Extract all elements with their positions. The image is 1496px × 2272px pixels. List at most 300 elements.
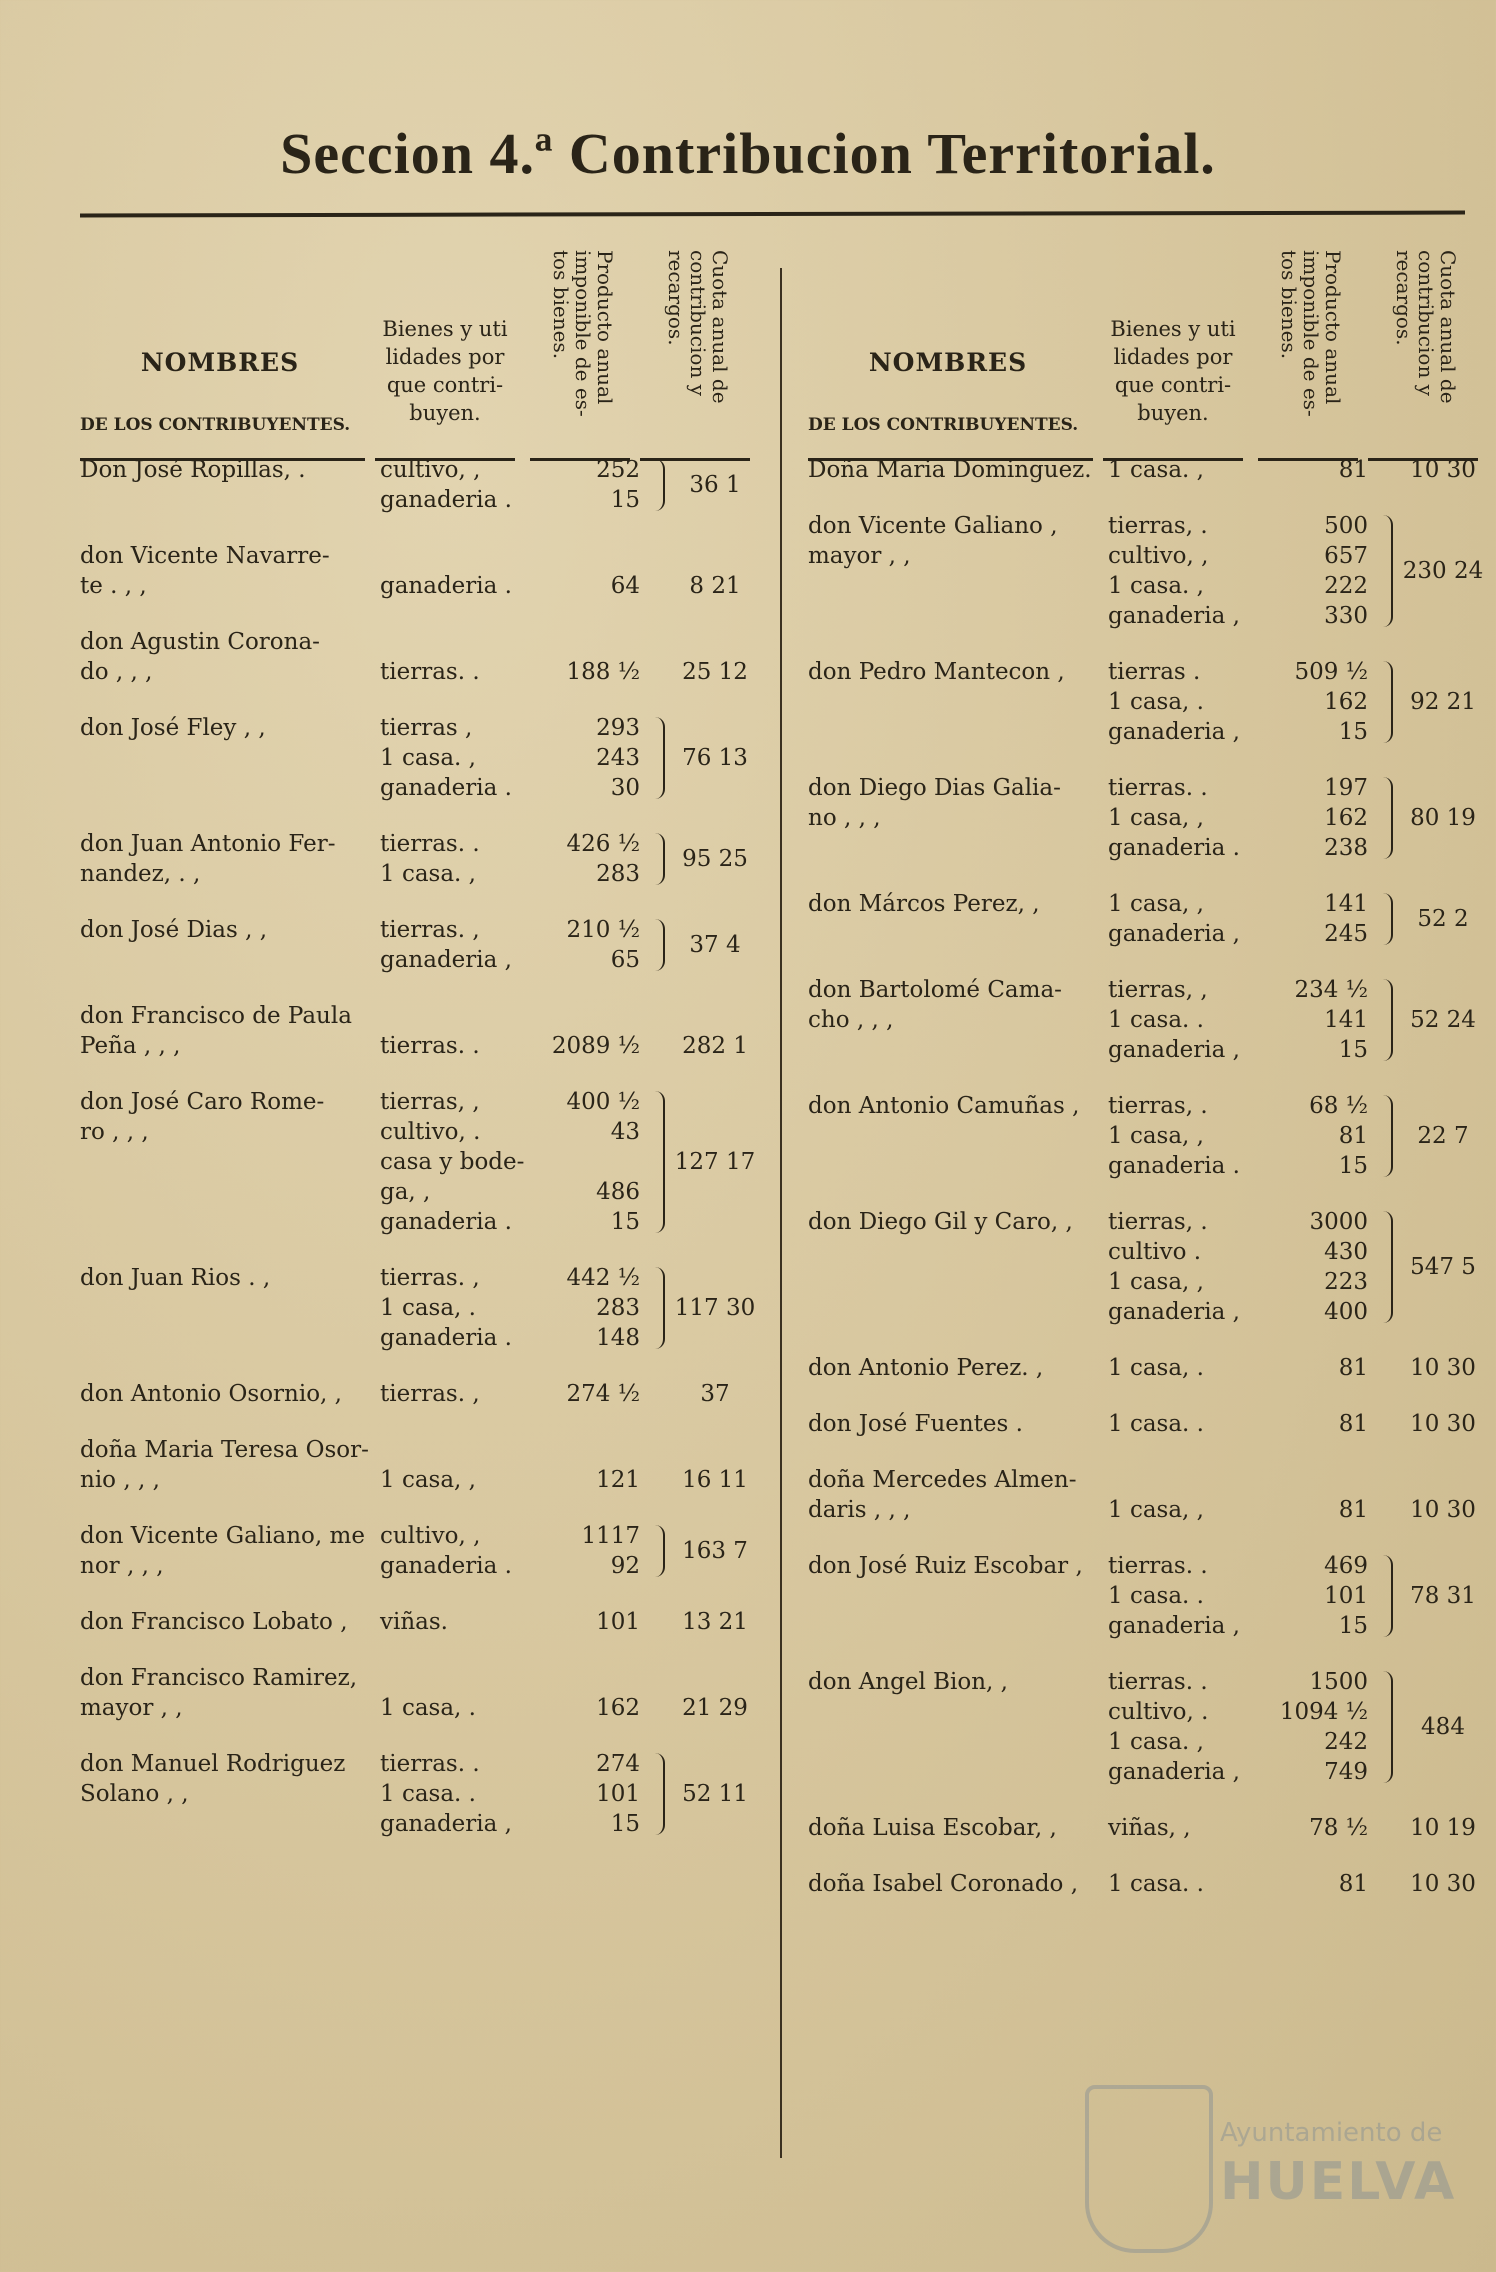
producto-value: 101	[596, 1609, 640, 1635]
bienes-list	[380, 455, 670, 515]
bien-row	[1108, 1237, 1398, 1267]
contribuyente-entry	[80, 627, 760, 687]
contribuyente-name: don Diego Gil y Caro, ,	[808, 1209, 1073, 1235]
bien-row	[1108, 1207, 1398, 1237]
bien-label: cultivo .	[1108, 1239, 1202, 1265]
bien-row	[380, 1379, 670, 1409]
bien-label: ganaderia .	[1108, 1153, 1240, 1179]
contribuyente-entry	[808, 1869, 1488, 1899]
bien-label: 1 casa. .	[1108, 1007, 1204, 1033]
bien-label: tierras. .	[380, 1751, 480, 1777]
contribuyente-name: don José Dias , ,	[80, 917, 268, 943]
bienes-list	[380, 1521, 670, 1581]
bienes-list	[380, 1263, 670, 1353]
contribuyente-name: don Francisco de Paula Peña , , ,	[80, 1003, 352, 1059]
bien-label: ga, ,	[380, 1179, 431, 1205]
contribuyente-name: don José Ruiz Escobar ,	[808, 1553, 1083, 1579]
contribuyente-name: don Bartolomé Cama- cho , , ,	[808, 977, 1062, 1033]
contribuyente-entry	[808, 1409, 1488, 1439]
producto-value: 81	[1338, 1497, 1368, 1523]
bien-label: 1 casa. ,	[1108, 457, 1204, 483]
producto-value: 78 ½	[1309, 1815, 1368, 1841]
contribuyente-entry	[80, 1435, 760, 1495]
left-entries	[80, 455, 760, 1839]
header-producto: Producto anual imponible de es- tos bienes.	[549, 250, 617, 417]
bienes-list	[1108, 1869, 1398, 1899]
contribuyente-name: don José Fuentes .	[808, 1411, 1023, 1437]
bien-row	[380, 1779, 670, 1809]
contribuyente-entry	[80, 713, 760, 803]
contribuyente-entry	[80, 455, 760, 515]
contribuyente-entry	[808, 1207, 1488, 1327]
bien-label: ganaderia .	[380, 487, 512, 513]
bien-label: 1 casa. .	[1108, 1411, 1204, 1437]
cuota-value: 21 29	[682, 1695, 748, 1721]
contribuyente-name: don Francisco Ramirez, mayor , ,	[80, 1665, 358, 1721]
contribuyente-name: don Angel Bion, ,	[808, 1669, 1008, 1695]
bien-label: tierras. .	[1108, 1553, 1208, 1579]
bien-label: tierras, .	[1108, 1209, 1208, 1235]
bien-label: cultivo, ,	[380, 457, 481, 483]
cuota-value: 37	[700, 1381, 730, 1407]
bienes-list	[1108, 657, 1398, 747]
producto-value: 81	[1338, 1355, 1368, 1381]
bienes-list	[380, 571, 670, 601]
bien-row	[380, 1749, 670, 1779]
bien-label: tierras, .	[1108, 1093, 1208, 1119]
bien-row	[1108, 1495, 1398, 1525]
contribuyente-entry	[808, 1353, 1488, 1383]
producto-value: 101	[1324, 1583, 1368, 1609]
bien-row	[1108, 889, 1398, 919]
producto-value: 162	[1324, 805, 1368, 831]
producto-value: 15	[610, 487, 640, 513]
bien-row	[1108, 687, 1398, 717]
bien-row	[380, 1323, 670, 1353]
producto-value: 81	[1338, 1411, 1368, 1437]
bien-label: 1 casa. ,	[1108, 573, 1204, 599]
producto-value: 330	[1324, 603, 1368, 629]
bien-row	[1108, 919, 1398, 949]
bienes-list	[380, 1607, 670, 1637]
producto-value: 162	[596, 1695, 640, 1721]
contribuyente-name: don Agustin Corona- do , , ,	[80, 629, 320, 685]
header-cuota: Cuota anual de contribucion y recargos.	[1392, 250, 1460, 404]
watermark-line-2: HUELVA	[1220, 2152, 1457, 2212]
cuota-value: 10 30	[1410, 1497, 1476, 1523]
page-title: Seccion 4.ª Contribucion Territorial.	[280, 121, 1216, 186]
bien-row	[380, 485, 670, 515]
contribuyente-name: don Manuel Rodriguez Solano , ,	[80, 1751, 346, 1807]
cuota-value: 22 7	[1417, 1123, 1469, 1149]
contribuyente-name: don Juan Rios . ,	[80, 1265, 271, 1291]
bien-row	[380, 1031, 670, 1061]
bien-label: 1 casa, ,	[380, 1467, 476, 1493]
bien-row	[380, 1147, 670, 1177]
bien-label: tierras .	[1108, 659, 1201, 685]
bienes-list	[1108, 1667, 1398, 1787]
contribuyente-entry	[80, 1607, 760, 1637]
bien-row	[380, 743, 670, 773]
producto-value: 252	[596, 457, 640, 483]
contribuyente-entry	[80, 915, 760, 975]
bien-row	[380, 1607, 670, 1637]
producto-value: 15	[610, 1209, 640, 1235]
bien-label: tierras. .	[1108, 775, 1208, 801]
bienes-list	[1108, 455, 1398, 485]
contribuyente-entry	[808, 1551, 1488, 1641]
bien-label: tierras, ,	[1108, 977, 1208, 1003]
contribuyente-entry	[808, 511, 1488, 631]
bien-row	[1108, 1091, 1398, 1121]
producto-value: 210 ½	[566, 917, 640, 943]
contribuyente-name: don Diego Dias Galia- no , , ,	[808, 775, 1061, 831]
producto-value: 274	[596, 1751, 640, 1777]
bien-label: ganaderia ,	[380, 1811, 512, 1837]
bien-label: cultivo, ,	[1108, 543, 1209, 569]
bienes-list	[1108, 1409, 1398, 1439]
producto-value: 400	[1324, 1299, 1368, 1325]
bien-row	[1108, 511, 1398, 541]
producto-value: 283	[596, 861, 640, 887]
bien-row	[1108, 975, 1398, 1005]
producto-value: 222	[1324, 573, 1368, 599]
bien-row	[1108, 657, 1398, 687]
contribuyente-name: don José Caro Rome- ro , , ,	[80, 1089, 325, 1145]
bien-label: cultivo, .	[380, 1119, 481, 1145]
contribuyente-entry	[80, 1379, 760, 1409]
bien-row	[1108, 1353, 1398, 1383]
producto-value: 749	[1324, 1759, 1368, 1785]
bien-row	[380, 1177, 670, 1207]
contribuyente-name: don Márcos Perez, ,	[808, 891, 1040, 917]
bien-row	[380, 1087, 670, 1117]
title-rule	[80, 211, 1465, 218]
cuota-value: 95 25	[682, 846, 748, 872]
contribuyente-entry	[808, 455, 1488, 485]
header-producto: Producto anual imponible de es- tos bienes.	[1277, 250, 1345, 417]
header-bienes: Bienes y uti lidades por que contri- buyen.	[1110, 317, 1236, 425]
contribuyente-entry	[80, 1001, 760, 1061]
producto-value: 469	[1324, 1553, 1368, 1579]
bien-row	[380, 1551, 670, 1581]
bien-label: tierras. .	[1108, 1669, 1208, 1695]
bienes-list	[380, 829, 670, 889]
bien-label: 1 casa. .	[1108, 1871, 1204, 1897]
producto-value: 1117	[581, 1523, 640, 1549]
cuota-value: 80 19	[1410, 805, 1476, 831]
bien-row	[1108, 1611, 1398, 1641]
contribuyente-name: Don José Ropillas, .	[80, 457, 306, 483]
bien-row	[1108, 1151, 1398, 1181]
contribuyente-name: doña Maria Teresa Osor- nio , , ,	[80, 1437, 369, 1493]
bien-label: ganaderia ,	[380, 947, 512, 973]
bienes-list	[1108, 1551, 1398, 1641]
contribuyente-entry	[808, 773, 1488, 863]
producto-value: 442 ½	[566, 1265, 640, 1291]
bien-label: ganaderia ,	[1108, 1759, 1240, 1785]
bien-row	[1108, 1667, 1398, 1697]
bien-label: viñas.	[380, 1609, 448, 1635]
producto-value: 101	[596, 1781, 640, 1807]
producto-value: 81	[1338, 1871, 1368, 1897]
bien-label: ganaderia ,	[1108, 1613, 1240, 1639]
cuota-value: 78 31	[1410, 1583, 1476, 1609]
bienes-list	[1108, 975, 1398, 1065]
bien-label: ganaderia .	[1108, 835, 1240, 861]
producto-value: 162	[1324, 689, 1368, 715]
cuota-value: 117 30	[674, 1295, 756, 1321]
bien-label: tierras, .	[1108, 513, 1208, 539]
bien-label: 1 casa, .	[380, 1695, 476, 1721]
producto-value: 141	[1324, 1007, 1368, 1033]
cuota-value: 10 30	[1410, 457, 1476, 483]
producto-value: 283	[596, 1295, 640, 1321]
bien-label: tierras. .	[380, 659, 480, 685]
bien-label: ganaderia .	[380, 1325, 512, 1351]
bien-row	[1108, 1005, 1398, 1035]
contribuyente-entry	[808, 975, 1488, 1065]
contribuyente-entry	[808, 1465, 1488, 1525]
header-contribuyentes: DE LOS CONTRIBUYENTES.	[80, 415, 351, 435]
bienes-list	[380, 1749, 670, 1839]
producto-value: 238	[1324, 835, 1368, 861]
bien-row	[1108, 1035, 1398, 1065]
producto-value: 243	[596, 745, 640, 771]
contribuyente-entry	[80, 829, 760, 889]
bien-row	[1108, 1551, 1398, 1581]
bien-row	[380, 1465, 670, 1495]
header-cuota: Cuota anual de contribucion y recargos.	[664, 250, 732, 404]
bien-label: 1 casa, ,	[1108, 1269, 1204, 1295]
cuota-value: 92 21	[1410, 689, 1476, 715]
producto-value: 500	[1324, 513, 1368, 539]
bienes-list	[380, 713, 670, 803]
watermark-line-1: Ayuntamiento de	[1220, 2118, 1443, 2148]
producto-value: 657	[1324, 543, 1368, 569]
bien-row	[1108, 455, 1398, 485]
producto-value: 430	[1324, 1239, 1368, 1265]
bien-row	[1108, 773, 1398, 803]
bien-row	[1108, 601, 1398, 631]
bien-label: cultivo, .	[1108, 1699, 1209, 1725]
producto-value: 15	[1338, 1153, 1368, 1179]
bien-label: tierras. ,	[380, 1381, 480, 1407]
producto-value: 64	[610, 573, 640, 599]
bien-label: tierras. ,	[380, 917, 480, 943]
bien-row	[380, 829, 670, 859]
producto-value: 293	[596, 715, 640, 741]
cuota-value: 25 12	[682, 659, 748, 685]
contribuyente-name: don Vicente Galiano , mayor , ,	[808, 513, 1058, 569]
contribuyente-entry	[808, 889, 1488, 949]
producto-value: 65	[610, 947, 640, 973]
bien-row	[1108, 1727, 1398, 1757]
cuota-value: 36 1	[689, 472, 741, 498]
contribuyente-entry	[808, 1813, 1488, 1843]
bien-row	[1108, 833, 1398, 863]
producto-value: 1500	[1309, 1669, 1368, 1695]
cuota-value: 10 19	[1410, 1815, 1476, 1841]
cuota-value: 10 30	[1410, 1871, 1476, 1897]
producto-value: 15	[1338, 1613, 1368, 1639]
contribuyente-name: Doña Maria Dominguez.	[808, 457, 1092, 483]
cuota-value: 282 1	[682, 1033, 748, 1059]
cuota-value: 52 24	[1410, 1007, 1476, 1033]
bienes-list	[380, 1031, 670, 1061]
bien-row	[380, 713, 670, 743]
bienes-list	[1108, 1813, 1398, 1843]
bien-row	[1108, 1581, 1398, 1611]
bien-label: 1 casa, .	[1108, 689, 1204, 715]
bien-row	[1108, 1697, 1398, 1727]
bien-label: ganaderia ,	[1108, 1037, 1240, 1063]
contribuyente-name: doña Isabel Coronado ,	[808, 1871, 1079, 1897]
bien-row	[1108, 803, 1398, 833]
producto-value: 121	[596, 1467, 640, 1493]
contribuyente-entry	[80, 1087, 760, 1237]
producto-value: 223	[1324, 1269, 1368, 1295]
bien-label: tierras. .	[380, 1033, 480, 1059]
cuota-value: 10 30	[1410, 1411, 1476, 1437]
bien-label: tierras. ,	[380, 1265, 480, 1291]
bien-row	[380, 1207, 670, 1237]
producto-value: 81	[1338, 457, 1368, 483]
bienes-list	[1108, 1495, 1398, 1525]
producto-value: 400 ½	[566, 1089, 640, 1115]
bien-label: 1 casa, ,	[1108, 1497, 1204, 1523]
bien-label: tierras, ,	[380, 1089, 480, 1115]
producto-value: 3000	[1309, 1209, 1368, 1235]
bien-row	[380, 945, 670, 975]
bien-label: ganaderia ,	[1108, 1299, 1240, 1325]
cuota-value: 127 17	[674, 1149, 756, 1175]
bien-row	[1108, 1757, 1398, 1787]
bienes-list	[1108, 773, 1398, 863]
contribuyente-entry	[80, 1749, 760, 1839]
contribuyente-name: don Antonio Osornio, ,	[80, 1381, 342, 1407]
bienes-list	[380, 1465, 670, 1495]
cuota-value: 484	[1421, 1714, 1465, 1740]
producto-value: 141	[1324, 891, 1368, 917]
producto-value: 274 ½	[566, 1381, 640, 1407]
bien-label: 1 casa. ,	[1108, 1729, 1204, 1755]
contribuyente-name: don Vicente Galiano, me nor , , ,	[80, 1523, 365, 1579]
bien-label: ganaderia ,	[1108, 921, 1240, 947]
producto-value: 15	[1338, 719, 1368, 745]
bien-row	[380, 1809, 670, 1839]
bien-label: 1 casa, ,	[1108, 805, 1204, 831]
bien-label: ganaderia ,	[1108, 603, 1240, 629]
bien-label: 1 casa, ,	[1108, 1123, 1204, 1149]
contribuyente-name: doña Mercedes Almen- daris , , ,	[808, 1467, 1077, 1523]
header-bienes: Bienes y uti lidades por que contri- buyen.	[382, 317, 508, 425]
bien-label: 1 casa, .	[1108, 1355, 1204, 1381]
producto-value: 43	[610, 1119, 640, 1145]
bien-label: tierras ,	[380, 715, 473, 741]
contribuyente-name: don Pedro Mantecon ,	[808, 659, 1065, 685]
bienes-list	[380, 657, 670, 687]
bien-row	[380, 1117, 670, 1147]
bien-row	[380, 1693, 670, 1723]
right-header	[808, 240, 1488, 455]
contribuyente-entry	[80, 1663, 760, 1723]
bien-row	[380, 915, 670, 945]
producto-value: 234 ½	[1294, 977, 1368, 1003]
contribuyente-entry	[808, 657, 1488, 747]
right-column	[808, 240, 1488, 1925]
left-header	[80, 240, 760, 455]
bienes-list	[380, 1087, 670, 1237]
coat-of-arms-icon	[1085, 2085, 1213, 2253]
bienes-list	[380, 1693, 670, 1723]
bien-label: 1 casa. ,	[380, 745, 476, 771]
bien-row	[380, 859, 670, 889]
bien-row	[380, 455, 670, 485]
producto-value: 92	[610, 1553, 640, 1579]
contribuyente-name: don Juan Antonio Fer- nandez, . ,	[80, 831, 336, 887]
bienes-list	[1108, 889, 1398, 949]
bien-row	[1108, 541, 1398, 571]
bien-label: ganaderia .	[380, 573, 512, 599]
producto-value: 426 ½	[566, 831, 640, 857]
producto-value: 188 ½	[566, 659, 640, 685]
producto-value: 2089 ½	[551, 1033, 640, 1059]
bien-row	[1108, 1297, 1398, 1327]
contribuyente-entry	[80, 1521, 760, 1581]
producto-value: 15	[610, 1811, 640, 1837]
bien-label: ganaderia .	[380, 1553, 512, 1579]
cuota-value: 8 21	[689, 573, 741, 599]
producto-value: 30	[610, 775, 640, 801]
contribuyente-entry	[80, 1263, 760, 1353]
producto-value: 509 ½	[1294, 659, 1368, 685]
bien-row	[380, 1293, 670, 1323]
header-contribuyentes: DE LOS CONTRIBUYENTES.	[808, 415, 1079, 435]
producto-value: 68 ½	[1309, 1093, 1368, 1119]
header-nombres: NOMBRES	[140, 348, 300, 377]
contribuyente-name: don José Fley , ,	[80, 715, 266, 741]
cuota-value: 10 30	[1410, 1355, 1476, 1381]
bien-label: ganaderia .	[380, 1209, 512, 1235]
bien-row	[380, 773, 670, 803]
contribuyente-entry	[808, 1667, 1488, 1787]
archive-watermark	[1085, 2080, 1457, 2250]
bien-row	[380, 657, 670, 687]
bien-row	[1108, 1409, 1398, 1439]
bien-label: 1 casa. .	[380, 1781, 476, 1807]
bien-row	[1108, 1869, 1398, 1899]
contribuyente-name: don Vicente Navarre- te . , ,	[80, 543, 330, 599]
column-divider	[780, 268, 782, 2158]
bienes-list	[1108, 511, 1398, 631]
bien-label: casa y bode-	[380, 1149, 525, 1175]
bien-row	[1108, 1267, 1398, 1297]
bien-row	[1108, 1813, 1398, 1843]
contribuyente-entry	[808, 1091, 1488, 1181]
header-nombres: NOMBRES	[868, 348, 1028, 377]
cuota-value: 52 2	[1417, 906, 1469, 932]
cuota-value: 547 5	[1410, 1254, 1476, 1280]
producto-value: 242	[1324, 1729, 1368, 1755]
cuota-value: 230 24	[1402, 558, 1484, 584]
producto-value: 197	[1324, 775, 1368, 801]
cuota-value: 37 4	[689, 932, 741, 958]
bien-label: cultivo, ,	[380, 1523, 481, 1549]
bien-row	[380, 571, 670, 601]
cuota-value: 13 21	[682, 1609, 748, 1635]
bien-row	[380, 1263, 670, 1293]
